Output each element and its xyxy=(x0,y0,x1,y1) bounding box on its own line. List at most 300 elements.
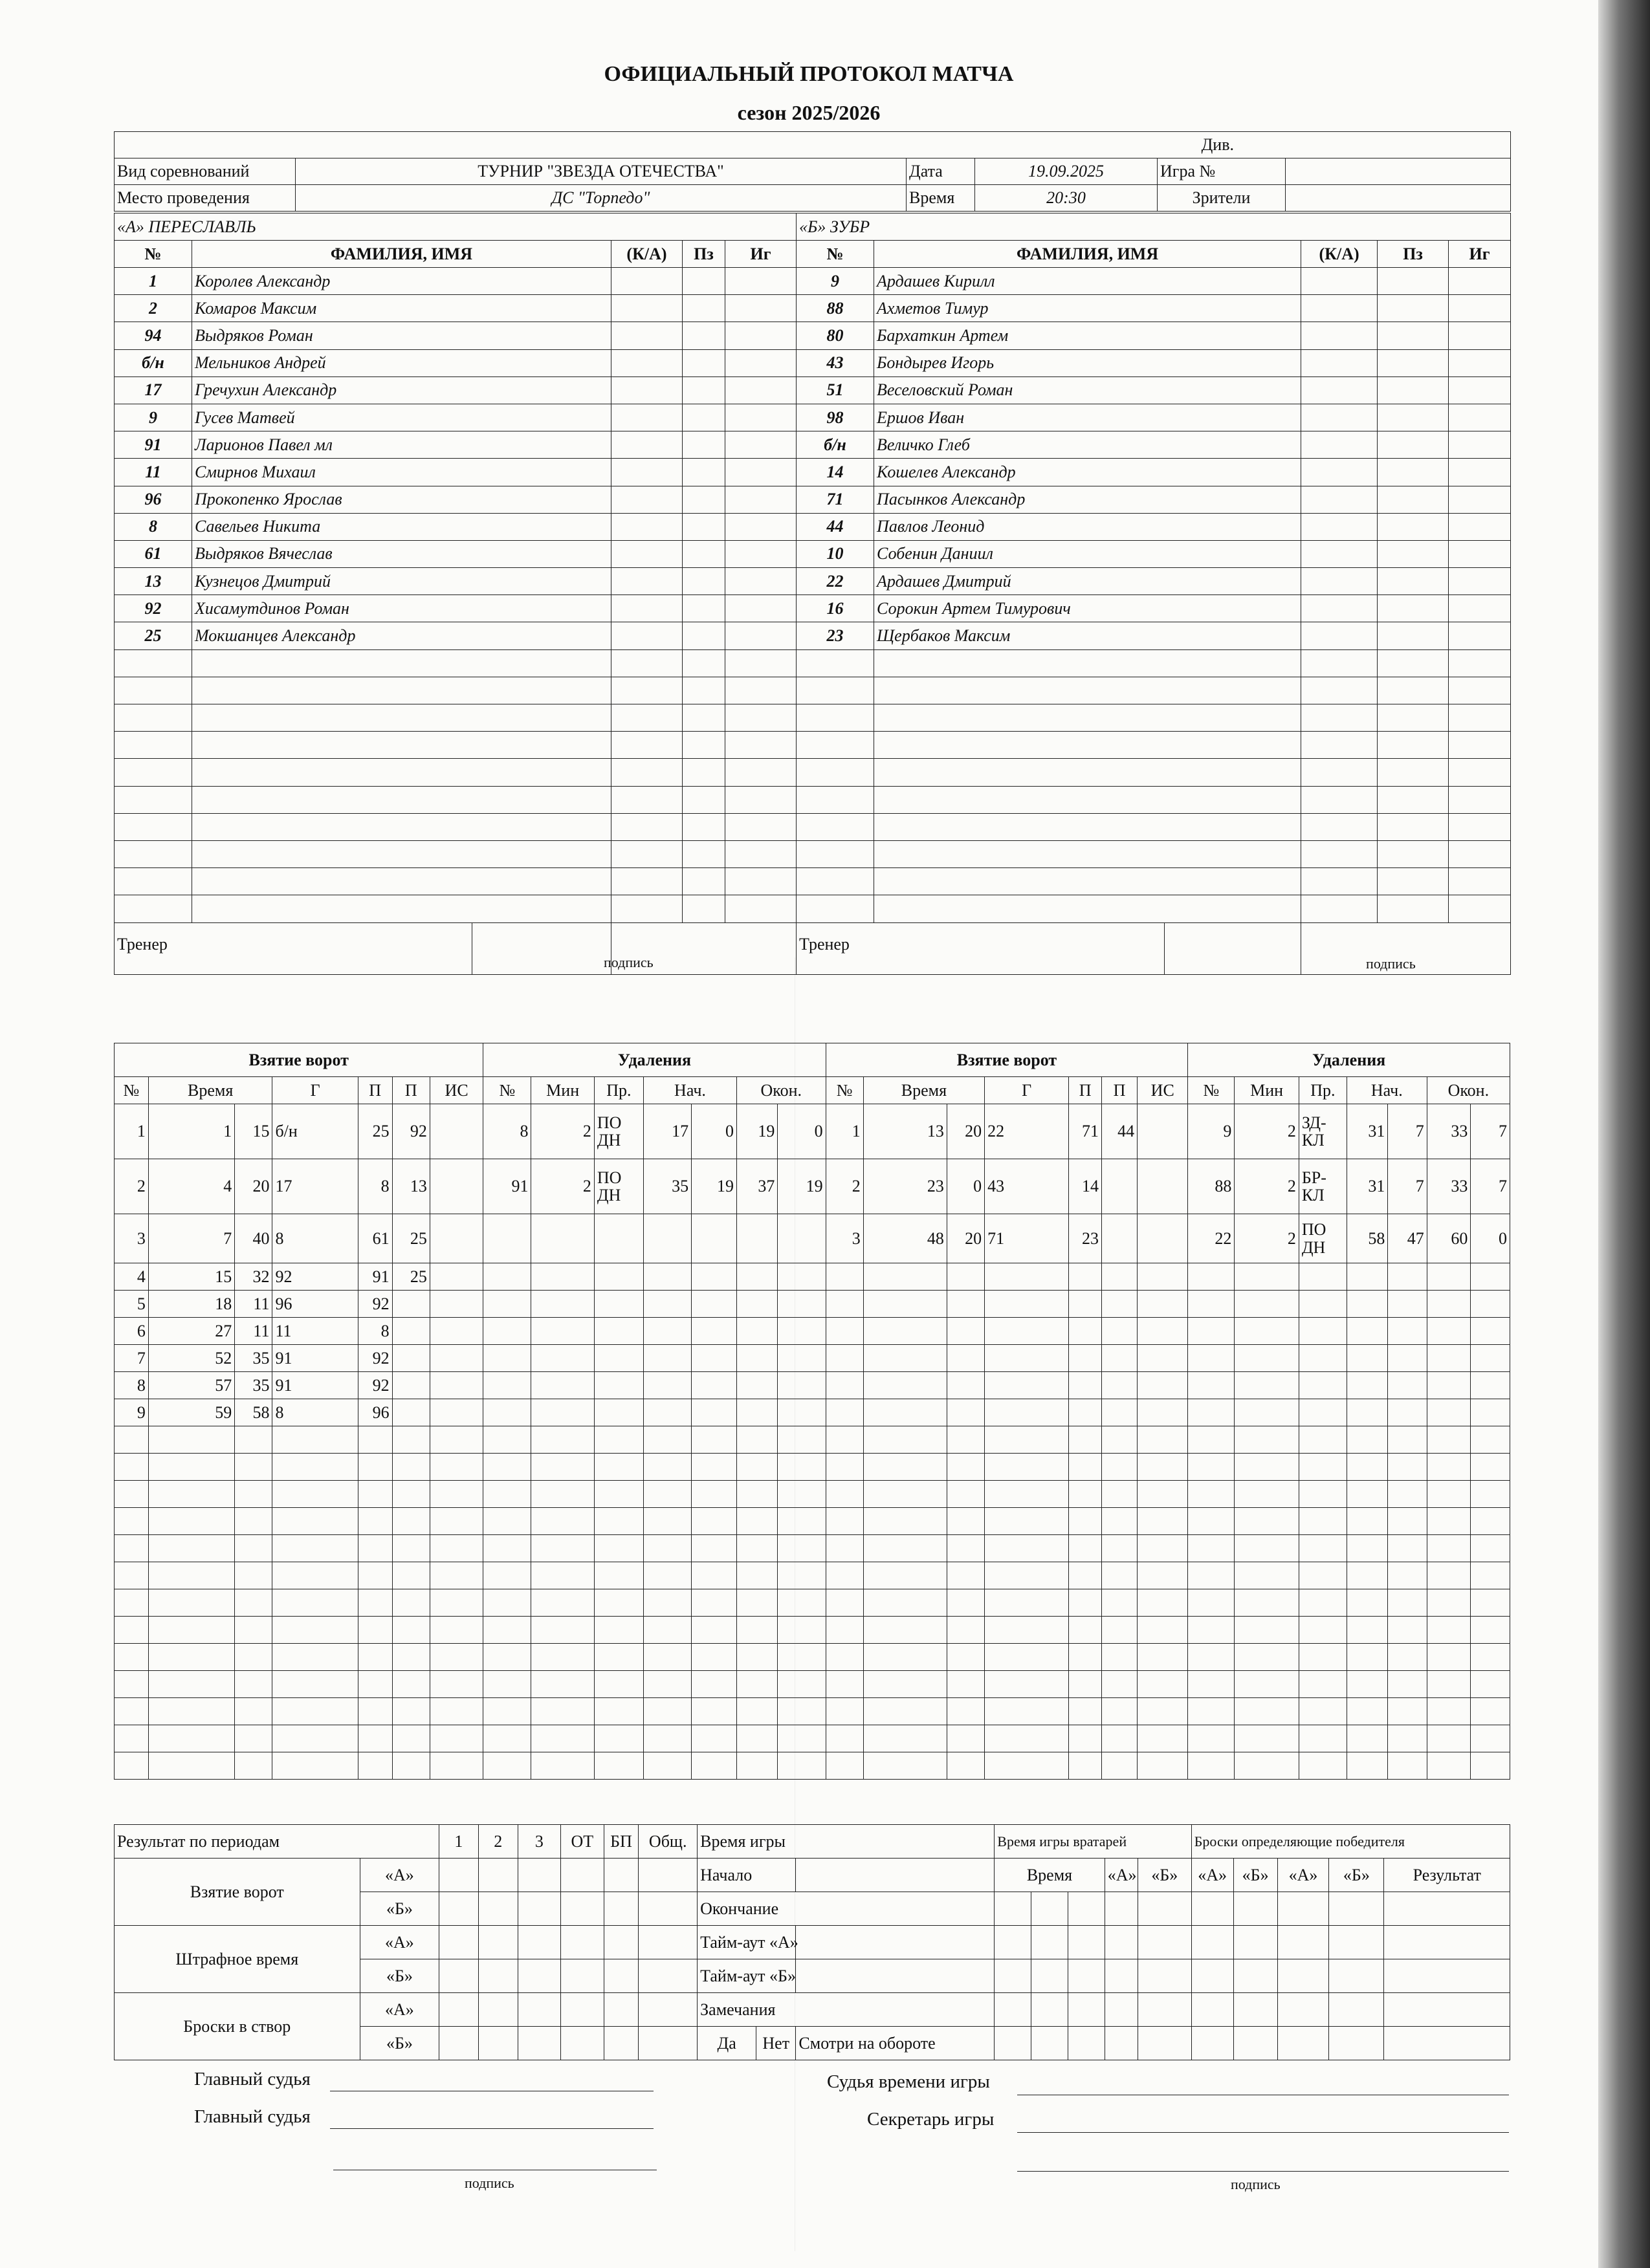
goal-cell xyxy=(1138,1589,1188,1617)
player-number: 22 xyxy=(797,568,874,595)
penalty-cell xyxy=(736,1426,777,1454)
roster-stat-cell xyxy=(1378,840,1449,867)
goal-cell xyxy=(430,1698,483,1725)
player-name xyxy=(874,759,1301,786)
penalty-cell xyxy=(594,1671,643,1698)
goal-cell: 27 xyxy=(148,1318,234,1345)
goal-cell: 91 xyxy=(272,1372,358,1399)
col-end: Окон. xyxy=(736,1077,826,1104)
penalty-cell xyxy=(1427,1291,1471,1318)
goal-cell: 1 xyxy=(148,1104,234,1159)
goal-cell xyxy=(1102,1725,1138,1752)
roster-stat-cell xyxy=(1301,649,1378,677)
goal-cell xyxy=(392,1671,430,1698)
player-number xyxy=(115,704,192,732)
team-b-header: «Б» ЗУБР xyxy=(797,213,1511,241)
roster-stat-cell xyxy=(1449,295,1511,322)
goal-cell xyxy=(947,1698,984,1725)
goal-cell xyxy=(358,1698,392,1725)
goal-cell xyxy=(148,1617,234,1644)
goal-cell: 4 xyxy=(148,1159,234,1214)
shots-row-label: Броски в створ xyxy=(115,1993,360,2060)
penalty-cell: 19 xyxy=(692,1159,737,1214)
roster-stat-cell xyxy=(725,704,797,732)
goal-cell xyxy=(985,1535,1069,1562)
goal-cell xyxy=(272,1535,358,1562)
player-name: Величко Глеб xyxy=(874,431,1301,459)
penalty-cell xyxy=(594,1644,643,1671)
goal-cell xyxy=(947,1372,984,1399)
goal-cell xyxy=(863,1481,947,1508)
player-number xyxy=(115,840,192,867)
referee-sign-label: подпись xyxy=(465,2175,514,2191)
goal-cell xyxy=(1102,1535,1138,1562)
roster-stat-cell xyxy=(683,431,725,459)
time-value: 20:30 xyxy=(975,185,1158,212)
goal-cell xyxy=(358,1752,392,1780)
penalty-cell xyxy=(1471,1698,1510,1725)
penalty-cell: 7 xyxy=(1388,1159,1427,1214)
goal-cell xyxy=(272,1617,358,1644)
roster-stat-cell xyxy=(683,704,725,732)
penalty-cell xyxy=(1471,1562,1510,1589)
goal-cell xyxy=(358,1617,392,1644)
goal-cell: 1 xyxy=(826,1104,863,1159)
goal-cell xyxy=(1102,1214,1138,1263)
goal-cell xyxy=(947,1671,984,1698)
goal-cell xyxy=(1069,1671,1102,1698)
so-result-col: Результат xyxy=(1384,1859,1510,1892)
penalty-cell: 7 xyxy=(1471,1159,1510,1214)
roster-row xyxy=(115,268,1511,295)
goal-cell xyxy=(430,1263,483,1291)
roster-stat-cell xyxy=(1301,786,1378,813)
penalty-cell xyxy=(531,1263,594,1291)
goal-cell xyxy=(235,1725,272,1752)
goal-cell xyxy=(1069,1426,1102,1454)
goal-cell xyxy=(985,1481,1069,1508)
roster-stat-cell xyxy=(1301,295,1378,322)
roster-stat-cell xyxy=(1301,459,1378,486)
goal-cell xyxy=(1138,1535,1188,1562)
player-name xyxy=(874,868,1301,895)
goal-cell xyxy=(1069,1291,1102,1318)
penalty-cell xyxy=(1188,1671,1235,1698)
player-name xyxy=(192,704,611,732)
goal-cell xyxy=(863,1318,947,1345)
col-time: Время xyxy=(148,1077,272,1104)
player-name xyxy=(874,704,1301,732)
referee-2-line[interactable] xyxy=(330,2128,654,2129)
roster-row xyxy=(115,732,1511,759)
penalty-cell xyxy=(1471,1725,1510,1752)
col-pr: Пр. xyxy=(594,1077,643,1104)
goal-cell xyxy=(148,1698,234,1725)
goal-cell xyxy=(358,1508,392,1535)
player-name: Кузнецов Дмитрий xyxy=(192,568,611,595)
goal-cell: 48 xyxy=(863,1214,947,1263)
penalty-cell xyxy=(778,1671,826,1698)
penalty-cell: 2 xyxy=(1235,1214,1299,1263)
penalty-cell xyxy=(1471,1671,1510,1698)
goal-cell xyxy=(1069,1345,1102,1372)
penalty-cell xyxy=(1471,1644,1510,1671)
penalty-cell xyxy=(531,1508,594,1535)
penalty-cell xyxy=(594,1318,643,1345)
roster-stat-cell xyxy=(1378,431,1449,459)
penalty-cell: 17 xyxy=(644,1104,692,1159)
penalty-cell xyxy=(1347,1263,1387,1291)
goal-cell xyxy=(115,1725,149,1752)
goal-cell xyxy=(826,1372,863,1399)
time-label: Время xyxy=(907,185,975,212)
goal-cell xyxy=(272,1671,358,1698)
goal-cell: 3 xyxy=(826,1214,863,1263)
goal-cell xyxy=(148,1671,234,1698)
timekeeper-label: Судья времени игры xyxy=(827,2071,990,2092)
penalty-cell xyxy=(1299,1562,1347,1589)
player-name xyxy=(192,677,611,704)
penalty-cell xyxy=(644,1263,692,1291)
roster-stat-cell xyxy=(1301,732,1378,759)
penalty-cell xyxy=(483,1454,531,1481)
goal-cell xyxy=(1138,1481,1188,1508)
goal-cell xyxy=(826,1345,863,1372)
roster-stat-cell xyxy=(1449,568,1511,595)
goal-cell xyxy=(272,1698,358,1725)
penalty-cell xyxy=(778,1426,826,1454)
penalty-cell xyxy=(1235,1481,1299,1508)
roster-stat-cell xyxy=(725,813,797,840)
roster-stat-cell xyxy=(683,322,725,349)
roster-stat-cell xyxy=(1378,704,1449,732)
penalty-cell xyxy=(736,1562,777,1589)
goal-cell xyxy=(826,1725,863,1752)
penalty-cell: 0 xyxy=(778,1104,826,1159)
goal-cell xyxy=(826,1535,863,1562)
roster-stat-cell xyxy=(725,459,797,486)
penalty-cell xyxy=(1235,1372,1299,1399)
penalty-cell xyxy=(1427,1318,1471,1345)
penalty-cell xyxy=(531,1644,594,1671)
penalty-cell xyxy=(692,1725,737,1752)
roster-stat-cell xyxy=(611,649,683,677)
goal-cell xyxy=(358,1671,392,1698)
penalty-cell xyxy=(736,1617,777,1644)
player-name xyxy=(874,813,1301,840)
goal-cell xyxy=(1102,1291,1138,1318)
col-ka: (К/А) xyxy=(1301,241,1378,268)
penalty-cell xyxy=(1471,1318,1510,1345)
goal-cell xyxy=(1138,1214,1188,1263)
goal-cell xyxy=(826,1752,863,1780)
goal-cell xyxy=(115,1535,149,1562)
roster-stat-cell xyxy=(1378,677,1449,704)
penalty-cell xyxy=(594,1263,643,1291)
goal-cell xyxy=(1102,1159,1138,1214)
goalie-time-label: Время игры вратарей xyxy=(995,1825,1192,1859)
player-name: Бархаткин Артем xyxy=(874,322,1301,349)
player-number: 8 xyxy=(115,513,192,540)
div-label: Див. xyxy=(1199,132,1511,158)
goal-cell xyxy=(826,1291,863,1318)
team-b-marker: «Б» xyxy=(360,1892,439,1926)
penalty-cell xyxy=(594,1345,643,1372)
remarks-yes[interactable]: Да xyxy=(698,2027,756,2060)
player-number xyxy=(115,813,192,840)
goal-cell xyxy=(947,1562,984,1589)
penalty-cell xyxy=(644,1481,692,1508)
player-name: Выдряков Роман xyxy=(192,322,611,349)
penalty-cell xyxy=(736,1481,777,1508)
penalty-cell xyxy=(736,1291,777,1318)
penalty-cell xyxy=(1235,1562,1299,1589)
roster-stat-cell xyxy=(683,759,725,786)
penalty-cell: БР-КЛ xyxy=(1299,1159,1347,1214)
goal-cell xyxy=(1138,1104,1188,1159)
col-ka: (К/А) xyxy=(611,241,683,268)
goal-cell xyxy=(392,1291,430,1318)
penalty-cell xyxy=(1388,1345,1427,1372)
penalty-cell xyxy=(778,1345,826,1372)
goal-cell: 22 xyxy=(985,1104,1069,1159)
penalty-cell xyxy=(594,1508,643,1535)
penalty-cell: 19 xyxy=(778,1159,826,1214)
penalty-cell xyxy=(531,1345,594,1372)
roster-row xyxy=(115,895,1511,922)
player-name xyxy=(874,732,1301,759)
player-number: 9 xyxy=(115,404,192,431)
goal-cell xyxy=(358,1426,392,1454)
goal-cell xyxy=(1138,1399,1188,1426)
goal-cell xyxy=(148,1644,234,1671)
goal-cell: 57 xyxy=(148,1372,234,1399)
col-pr: Пр. xyxy=(1299,1077,1347,1104)
team-b-marker: «Б» xyxy=(360,2027,439,2060)
roster-stat-cell xyxy=(611,322,683,349)
remarks-no[interactable]: Нет xyxy=(756,2027,796,2060)
event-row xyxy=(115,1481,1510,1508)
roster-row xyxy=(115,840,1511,867)
player-number: 9 xyxy=(797,268,874,295)
goal-cell: 0 xyxy=(947,1159,984,1214)
so-b-col-2: «Б» xyxy=(1329,1859,1384,1892)
goal-cell xyxy=(148,1589,234,1617)
penalty-cell xyxy=(736,1752,777,1780)
document-title: ОФИЦИАЛЬНЫЙ ПРОТОКОЛ МАТЧА xyxy=(604,62,1014,86)
penalty-cell xyxy=(1188,1698,1235,1725)
roster-stat-cell xyxy=(1378,759,1449,786)
col-is: ИС xyxy=(1138,1077,1188,1104)
team-a-header: «А» ПЕРЕСЛАВЛЬ xyxy=(115,213,797,241)
roster-row xyxy=(115,513,1511,540)
goal-cell xyxy=(1069,1617,1102,1644)
goal-cell: 92 xyxy=(272,1263,358,1291)
goal-cell: 4 xyxy=(115,1263,149,1291)
penalty-cell xyxy=(692,1535,737,1562)
player-name xyxy=(192,649,611,677)
player-number: 71 xyxy=(797,486,874,513)
penalty-cell xyxy=(594,1426,643,1454)
penalty-cell xyxy=(778,1508,826,1535)
roster-stat-cell xyxy=(1378,732,1449,759)
penalty-cell xyxy=(778,1589,826,1617)
col-num: № xyxy=(826,1077,863,1104)
penalty-cell xyxy=(1427,1644,1471,1671)
penalty-cell xyxy=(1235,1644,1299,1671)
roster-stat-cell xyxy=(725,568,797,595)
goal-cell xyxy=(148,1752,234,1780)
player-number xyxy=(115,649,192,677)
col-num: № xyxy=(1188,1077,1235,1104)
goal-cell xyxy=(1069,1318,1102,1345)
penalty-cell xyxy=(1471,1291,1510,1318)
goal-cell: 61 xyxy=(358,1214,392,1263)
penalty-cell xyxy=(736,1508,777,1535)
goal-cell xyxy=(148,1508,234,1535)
roster-stat-cell xyxy=(611,840,683,867)
penalty-cell xyxy=(1188,1752,1235,1780)
roster-stat-cell xyxy=(725,431,797,459)
roster-stat-cell xyxy=(1378,895,1449,922)
player-name: Веселовский Роман xyxy=(874,376,1301,404)
penalty-cell: 47 xyxy=(1388,1214,1427,1263)
penalty-cell xyxy=(1299,1508,1347,1535)
goal-cell xyxy=(947,1345,984,1372)
goal-cell xyxy=(115,1562,149,1589)
goal-cell xyxy=(947,1617,984,1644)
penalty-cell xyxy=(1347,1562,1387,1589)
penalty-cell: 31 xyxy=(1347,1159,1387,1214)
goal-cell: 32 xyxy=(235,1263,272,1291)
goal-cell xyxy=(985,1752,1069,1780)
periods-label: Результат по периодам xyxy=(115,1825,439,1859)
penalty-cell xyxy=(1347,1426,1387,1454)
officials-sign-line[interactable] xyxy=(1017,2171,1509,2172)
penalty-cell: 19 xyxy=(736,1104,777,1159)
roster-row xyxy=(115,568,1511,595)
goal-cell: 20 xyxy=(235,1159,272,1214)
goal-cell xyxy=(826,1589,863,1617)
goal-cell xyxy=(392,1725,430,1752)
penalty-cell xyxy=(1299,1481,1347,1508)
goal-cell: 71 xyxy=(985,1214,1069,1263)
goal-cell xyxy=(430,1508,483,1535)
player-number xyxy=(797,759,874,786)
goal-cell xyxy=(1138,1426,1188,1454)
goal-cell xyxy=(947,1263,984,1291)
penalty-cell xyxy=(644,1214,692,1263)
goal-cell xyxy=(430,1671,483,1698)
penalty-cell xyxy=(736,1698,777,1725)
penalty-cell xyxy=(483,1214,531,1263)
goal-cell xyxy=(947,1508,984,1535)
goal-cell xyxy=(272,1481,358,1508)
goal-cell xyxy=(235,1454,272,1481)
goal-cell xyxy=(826,1562,863,1589)
penalty-cell xyxy=(1188,1263,1235,1291)
goal-cell xyxy=(392,1589,430,1617)
penalty-cell xyxy=(1299,1752,1347,1780)
goal-cell xyxy=(863,1345,947,1372)
penalty-cell xyxy=(1299,1535,1347,1562)
player-name: Ардашев Кирилл xyxy=(874,268,1301,295)
goal-cell xyxy=(392,1617,430,1644)
roster-stat-cell xyxy=(725,840,797,867)
roster-stat-cell xyxy=(1378,349,1449,376)
goal-cell xyxy=(1138,1617,1188,1644)
penalty-cell: 91 xyxy=(483,1159,531,1214)
goal-cell xyxy=(235,1535,272,1562)
goal-cell xyxy=(1102,1508,1138,1535)
penalty-cell xyxy=(531,1291,594,1318)
roster-row xyxy=(115,786,1511,813)
penalty-cell xyxy=(1188,1345,1235,1372)
roster-row xyxy=(115,677,1511,704)
goal-cell xyxy=(1102,1399,1138,1426)
player-name: Прокопенко Ярослав xyxy=(192,486,611,513)
goal-cell: 35 xyxy=(235,1372,272,1399)
penalty-cell xyxy=(692,1589,737,1617)
penalty-cell xyxy=(1471,1426,1510,1454)
goal-cell: 20 xyxy=(947,1104,984,1159)
penalty-cell xyxy=(1471,1345,1510,1372)
roster-stat-cell xyxy=(611,349,683,376)
col-g: Г xyxy=(272,1077,358,1104)
goal-cell xyxy=(115,1698,149,1725)
penalty-cell: 2 xyxy=(531,1104,594,1159)
penalty-cell xyxy=(644,1725,692,1752)
so-b-col: «Б» xyxy=(1233,1859,1277,1892)
penalty-cell xyxy=(1471,1752,1510,1780)
goal-cell: 11 xyxy=(235,1318,272,1345)
goal-cell: 5 xyxy=(115,1291,149,1318)
goal-cell xyxy=(392,1454,430,1481)
goal-cell xyxy=(358,1535,392,1562)
secretary-line[interactable] xyxy=(1017,2132,1509,2133)
penalty-cell xyxy=(778,1214,826,1263)
goal-cell: 92 xyxy=(392,1104,430,1159)
goal-cell xyxy=(392,1535,430,1562)
roster-stat-cell xyxy=(1449,459,1511,486)
penalty-cell: 9 xyxy=(1188,1104,1235,1159)
roster-stat-cell xyxy=(1378,459,1449,486)
roster-stat-cell xyxy=(611,759,683,786)
penalty-cell xyxy=(1388,1481,1427,1508)
penalty-cell xyxy=(483,1725,531,1752)
penalty-cell xyxy=(736,1454,777,1481)
goal-cell: 15 xyxy=(148,1263,234,1291)
col-num: № xyxy=(483,1077,531,1104)
goal-cell xyxy=(985,1644,1069,1671)
col-min: Мин xyxy=(531,1077,594,1104)
sign-label: подпись xyxy=(604,954,654,970)
goal-cell: 18 xyxy=(148,1291,234,1318)
roster-row xyxy=(115,459,1511,486)
goal-cell xyxy=(1138,1291,1188,1318)
penalty-cell xyxy=(1347,1698,1387,1725)
goal-cell xyxy=(826,1399,863,1426)
goal-cell xyxy=(115,1644,149,1671)
event-row xyxy=(115,1535,1510,1562)
roster-stat-cell xyxy=(725,595,797,622)
event-row xyxy=(115,1644,1510,1671)
penalty-cell xyxy=(1347,1481,1387,1508)
event-row xyxy=(115,1214,1510,1263)
penalty-cell xyxy=(1347,1725,1387,1752)
roster-stat-cell xyxy=(725,732,797,759)
penalty-cell xyxy=(483,1318,531,1345)
